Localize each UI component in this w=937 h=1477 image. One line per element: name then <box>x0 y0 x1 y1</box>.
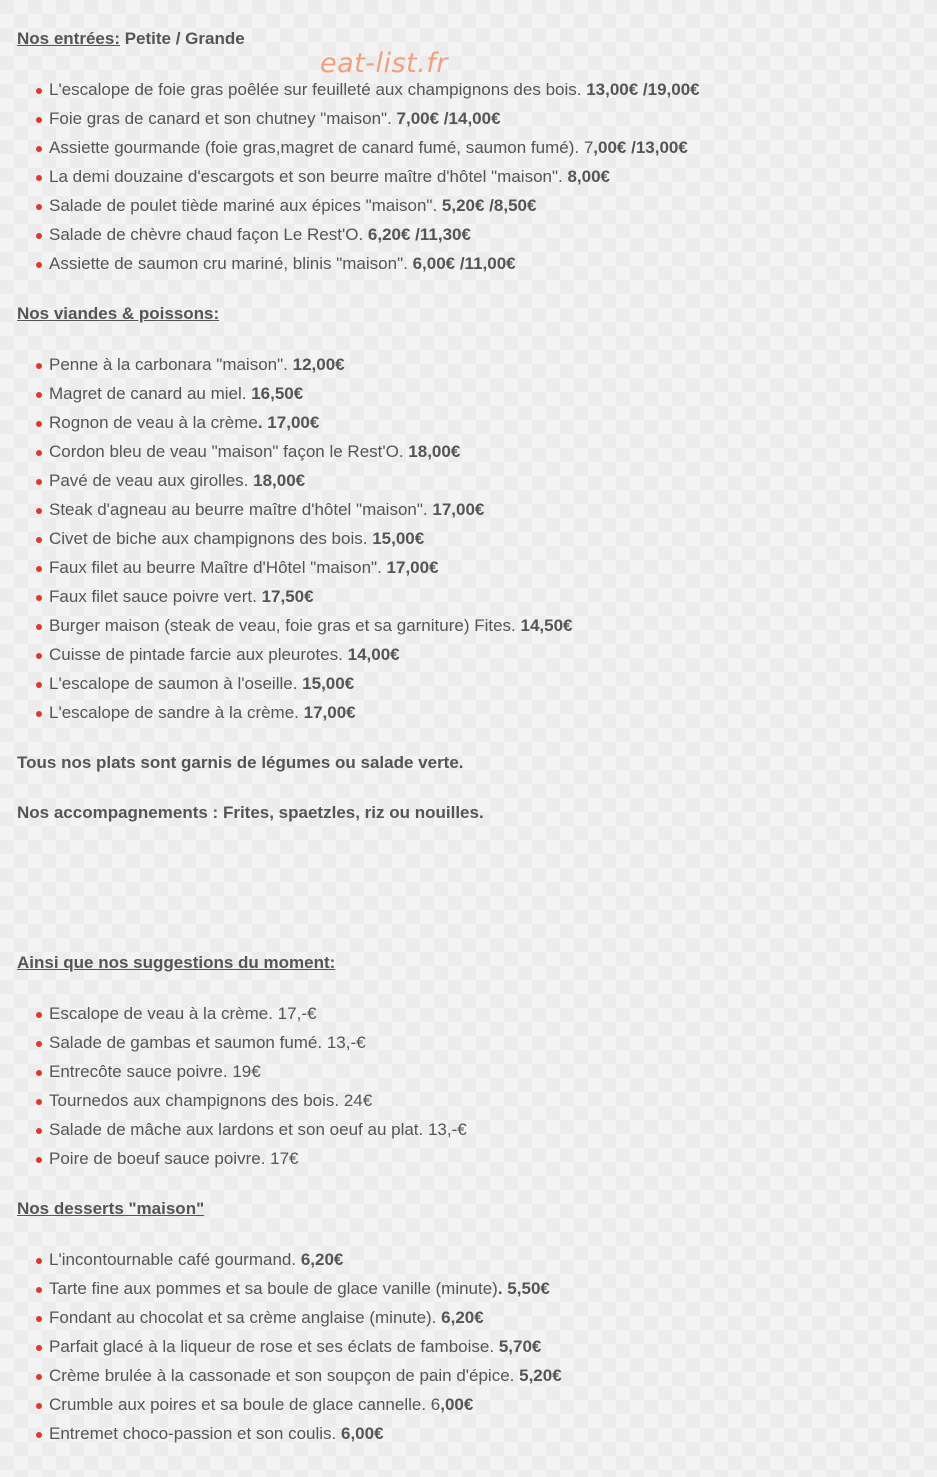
bullet-icon <box>36 1258 42 1264</box>
bullet-icon <box>36 508 42 514</box>
menu-item-name: Foie gras de canard et son chutney "maison". <box>49 109 397 128</box>
section-heading-desserts <box>17 1199 204 1219</box>
menu-item <box>0 1279 562 1308</box>
bullet-icon <box>36 233 42 239</box>
menu-item-name: Crumble aux poires et sa boule de glace cannelle. 6 <box>49 1395 441 1414</box>
menu-item-name: La demi douzaine d'escargots et son beurre maître d'hôtel "maison". <box>49 167 568 186</box>
menu-item <box>0 1308 562 1337</box>
bullet-icon <box>36 1316 42 1322</box>
menu-item <box>0 1149 467 1178</box>
menu-item-name: Magret de canard au miel. <box>49 384 252 403</box>
bullet-icon <box>36 146 42 152</box>
desserts-list <box>0 1250 562 1453</box>
bullet-icon <box>36 682 42 688</box>
menu-item-name: Escalope de veau à la crème. 17,-€ <box>49 1004 317 1023</box>
bullet-icon <box>36 479 42 485</box>
bullet-icon <box>36 262 42 268</box>
menu-item-price: 14,50€ <box>520 616 573 635</box>
menu-item-price: 6,20€ <box>441 1308 484 1327</box>
menu-item-price: 15,00€ <box>302 674 355 693</box>
menu-item <box>0 1250 562 1279</box>
menu-item <box>0 225 700 254</box>
bullet-icon <box>36 537 42 543</box>
menu-item <box>0 413 573 442</box>
menu-item <box>0 500 573 529</box>
menu-item <box>0 80 700 109</box>
menu-item-name: Cordon bleu de veau "maison" façon le Rest'O. <box>49 442 409 461</box>
bullet-icon <box>36 363 42 369</box>
menu-item-price: 13,00€ /19,00€ <box>586 80 700 99</box>
menu-item-price: 17,00€ <box>303 703 356 722</box>
menu-item <box>0 645 573 674</box>
bullet-icon <box>36 1157 42 1163</box>
menu-item-price: 6,00€ <box>340 1424 384 1443</box>
section-heading-viandes <box>17 304 219 324</box>
menu-item-price: 5,20€ <box>519 1366 562 1385</box>
section-heading-entrees <box>17 29 245 49</box>
menu-item <box>0 1091 467 1120</box>
menu-item <box>0 1395 562 1424</box>
bullet-icon <box>36 1041 42 1047</box>
menu-item-price: ,00€ /13,00€ <box>593 138 688 157</box>
menu-item <box>0 1062 467 1091</box>
bullet-icon <box>36 1012 42 1018</box>
menu-item-price: 18,00€ <box>408 442 461 461</box>
menu-item-name: Salade de mâche aux lardons et son oeuf au plat. 13,-€ <box>49 1120 467 1139</box>
bullet-icon <box>36 566 42 572</box>
menu-item-name: Pavé de veau aux girolles. <box>49 471 254 490</box>
bullet-icon <box>36 1128 42 1134</box>
menu-item-name: L'escalope de sandre à la crème. <box>49 703 304 722</box>
menu-item-name: Assiette gourmande (foie gras,magret de canard fumé, saumon fumé). 7 <box>49 138 594 157</box>
bullet-icon <box>36 1070 42 1076</box>
menu-item <box>0 587 573 616</box>
menu-item <box>0 471 573 500</box>
menu-item <box>0 384 573 413</box>
note-garnis: Tous nos plats sont garnis de légumes ou salade verte. <box>17 753 464 772</box>
menu-item <box>0 529 573 558</box>
menu-item-name: Parfait glacé à la liqueur de rose et ses éclats de famboise. <box>49 1337 499 1356</box>
note-accompagnements: Nos accompagnements : Frites, spaetzles, riz ou nouilles. <box>17 803 484 822</box>
bullet-icon <box>36 711 42 717</box>
bullet-icon <box>36 1099 42 1105</box>
section-heading-suggestions <box>17 953 335 973</box>
menu-item-name: Penne à la carbonara "maison". <box>49 355 293 374</box>
menu-item <box>0 703 573 732</box>
bullet-icon <box>36 1403 42 1409</box>
bullet-icon <box>36 88 42 94</box>
menu-item-name: Tarte fine aux pommes et sa boule de glace vanille (minute) <box>49 1279 498 1298</box>
menu-item-price: 12,00€ <box>292 355 345 374</box>
bullet-icon <box>36 1345 42 1351</box>
menu-item-name: Salade de poulet tiède mariné aux épices "maison". <box>49 196 442 215</box>
bullet-icon <box>36 421 42 427</box>
bullet-icon <box>36 175 42 181</box>
menu-item-name: Faux filet au beurre Maître d'Hôtel "maison". <box>49 558 387 577</box>
menu-item <box>0 1120 467 1149</box>
bullet-icon <box>36 450 42 456</box>
bullet-icon <box>36 117 42 123</box>
menu-item-price: 7,00€ /14,00€ <box>396 109 501 128</box>
menu-item-name: Entremet choco-passion et son coulis. <box>49 1424 341 1443</box>
menu-item <box>0 442 573 471</box>
entrees-subtitle: Petite / Grande <box>119 29 245 48</box>
menu-item-name: L'escalope de foie gras poêlée sur feuilleté aux champignons des bois. <box>49 80 587 99</box>
menu-item-price: 17,00€ <box>386 558 439 577</box>
menu-item-price: 15,00€ <box>372 529 425 548</box>
menu-item-name: Salade de gambas et saumon fumé. 13,-€ <box>49 1033 366 1052</box>
menu-item-price: 18,00€ <box>253 471 306 490</box>
menu-item-name: Civet de biche aux champignons des bois. <box>49 529 373 548</box>
entrees-list <box>0 80 700 283</box>
menu-item-name: Steak d'agneau au beurre maître d'hôtel "maison". <box>49 500 433 519</box>
bullet-icon <box>36 1432 42 1438</box>
menu-item-price: 16,50€ <box>251 384 304 403</box>
menu-item <box>0 1004 467 1033</box>
menu-item-price: 5,20€ /8,50€ <box>441 196 537 215</box>
menu-item-name: Fondant au chocolat et sa crème anglaise (minute). <box>49 1308 442 1327</box>
bullet-icon <box>36 653 42 659</box>
menu-item-price: 6,20€ /11,30€ <box>367 225 471 244</box>
menu-item-price: 5,70€ <box>498 1337 542 1356</box>
menu-item-name: Burger maison (steak de veau, foie gras et sa garniture) Fites. <box>49 616 521 635</box>
desserts-title: Nos desserts "maison" <box>17 1199 205 1218</box>
menu-item <box>0 109 700 138</box>
menu-item-price: 8,00€ <box>567 167 611 186</box>
menu-item <box>0 1337 562 1366</box>
menu-item-name: Tournedos aux champignons des bois. 24€ <box>49 1091 373 1110</box>
menu-item <box>0 254 700 283</box>
menu-item <box>0 1033 467 1062</box>
viandes-list <box>0 355 573 732</box>
menu-item-name: Entrecôte sauce poivre. 19€ <box>49 1062 261 1081</box>
menu-item-name: Rognon de veau à la crème <box>49 413 258 432</box>
bullet-icon <box>36 1374 42 1380</box>
menu-item-name: Assiette de saumon cru mariné, blinis "maison". <box>49 254 413 273</box>
suggestions-title: Ainsi que nos suggestions du moment: <box>17 953 336 972</box>
menu-item-price: 14,00€ <box>347 645 400 664</box>
menu-item <box>0 1366 562 1395</box>
menu-item <box>0 355 573 384</box>
menu-item-price: ,00€ <box>440 1395 474 1414</box>
menu-item <box>0 196 700 225</box>
suggestions-list <box>0 1004 467 1178</box>
menu-item-price: 17,00€ <box>432 500 485 519</box>
menu-item <box>0 1424 562 1453</box>
menu-item <box>0 558 573 587</box>
menu-item-name: L'incontournable café gourmand. <box>49 1250 301 1269</box>
bullet-icon <box>36 392 42 398</box>
menu-item <box>0 167 700 196</box>
menu-item-name: Faux filet sauce poivre vert. <box>49 587 262 606</box>
bullet-icon <box>36 1287 42 1293</box>
entrees-title: Nos entrées: <box>17 29 120 48</box>
bullet-icon <box>36 624 42 630</box>
bullet-icon <box>36 595 42 601</box>
menu-item-name: L'escalope de saumon à l'oseille. <box>49 674 303 693</box>
menu-item-name: Poire de boeuf sauce poivre. 17€ <box>49 1149 299 1168</box>
menu-item-price: 17,50€ <box>261 587 314 606</box>
menu-item-price: 6,20€ <box>300 1250 344 1269</box>
menu-item-name: Crème brulée à la cassonade et son soupçon de pain d'épice. <box>49 1366 520 1385</box>
bullet-icon <box>36 204 42 210</box>
watermark-text: eat-list.fr <box>320 48 448 79</box>
menu-item <box>0 674 573 703</box>
menu-item-name: Cuisse de pintade farcie aux pleurotes. <box>49 645 348 664</box>
menu-item-name: Salade de chèvre chaud façon Le Rest'O. <box>49 225 368 244</box>
menu-item-price: . 17,00€ <box>257 413 320 432</box>
menu-item-price: 6,00€ /11,00€ <box>412 254 516 273</box>
menu-item <box>0 616 573 645</box>
menu-item <box>0 138 700 167</box>
menu-item-price: . 5,50€ <box>497 1279 550 1298</box>
viandes-title: Nos viandes & poissons: <box>17 304 220 323</box>
